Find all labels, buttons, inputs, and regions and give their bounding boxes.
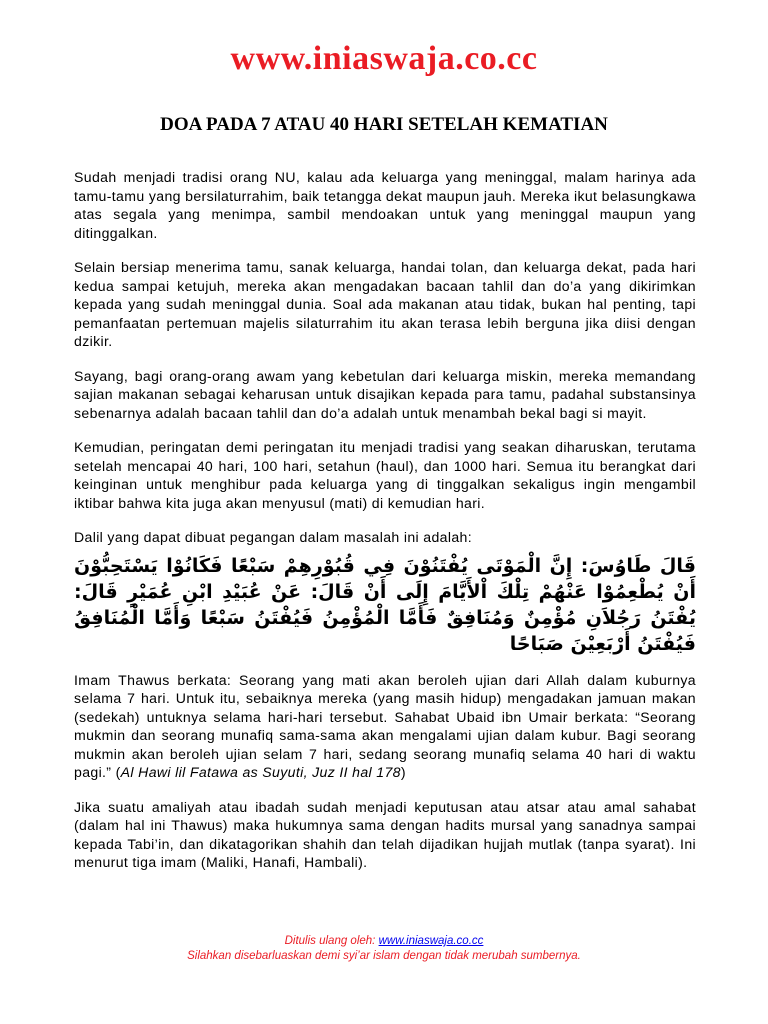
footer	[0, 934, 768, 964]
paragraph-4: Kemudian, peringatan demi peringatan itu menjadi tradisi yang seakan diharuskan, terutama setelah mencapai 40 hari, 100 hari, setahun (haul), dan 1000 hari. Semua itu berangkat dari keinginan untuk menghibur pada keluarga yang di tinggalkan sekaligus ingin mengambil iktibar bahwa kita juga akan menyusul (mati) di kemudian hari.	[74, 439, 696, 511]
footer-link[interactable]: www.iniaswaja.co.cc	[378, 935, 484, 947]
site-url-title: www.iniaswaja.co.cc	[230, 40, 538, 77]
arabic-quote: قَالَ طَاوُسَ: إِنَّ الْمَوْتَى يُفْتَنُوْنَ فِي قُبُوْرِهِمْ سَبْعًا فَكَانُوْا يَسْتَحِبُّوْنَ أَنْ يُطْعِمُوْا عَنْهُمْ تِلْكَ اْلأَيَّامَ إِلَى أَنْ قَالَ: عَنْ عُبَيْدِ ابْنِ عُمَيْرٍ قَالَ: يُفْتَنُ رَجُلاَنِ مُؤْمِنٌ وَمُنَافِقٌ فَأَمَّا الْمُؤْمِنُ فَيُفْتَنُ سَبْعًا وَأَمَّا الْمُنَافِقُ فَيُفْتَنُ أَرْبَعِيْنَ صَبَاحًا	[74, 554, 696, 655]
footer-credit	[0, 934, 768, 949]
translation-closing: )	[400, 764, 406, 780]
article-body	[74, 168, 696, 888]
footer-written-by: Ditulis ulang oleh:	[284, 935, 379, 947]
document-title: DOA PADA 7 ATAU 40 HARI SETELAH KEMATIAN	[160, 114, 608, 135]
paragraph-3: Sayang, bagi orang-orang awam yang kebetulan dari keluarga miskin, mereka memandang sajian makanan sebagai keharusan untuk disajikan kepada para tamu, padahal substansinya sebenarnya adalah bacaan tahlil dan do’a adalah untuk menambah bekal bagi si mayit.	[74, 367, 696, 421]
translation-paragraph	[74, 671, 696, 782]
closing-paragraph: Jika suatu amaliyah atau ibadah sudah menjadi keputusan atau atsar atau amal sahabat (dalam hal ini Thawus) maka hukumnya sama dengan hadits mursal yang sanadnya sampai kepada Tabi’in, dan dikatagorikan shahih dan telah dijadikan hujjah mutlak (tanpa syarat). Ini menurut tiga imam (Maliki, Hanafi, Hambali).	[74, 798, 696, 870]
translation-text: Imam Thawus berkata: Seorang yang mati akan beroleh ujian dari Allah dalam kuburnya selama 7 hari. Untuk itu, sebaiknya mereka (yang masih hidup) mengadakan jamuan makan (sedekah) untuknya selama hari-hari tersebut. Sahabat Ubaid ibn Umair berkata: “Seorang mukmin dan seorang munafiq sama-sama akan mengalami ujian dalam kubur. Bagi seorang mukmin akan beroleh ujian selam 7 hari, sedang seorang munafiq selama 40 hari di waktu pagi.” (	[74, 671, 696, 780]
citation: Al Hawi lil Fatawa as Suyuti, Juz II hal 178	[120, 764, 401, 780]
footer-notice: Silahkan disebarluaskan demi syi’ar islam dengan tidak merubah sumbernya.	[187, 950, 581, 962]
paragraph-dalil-intro: Dalil yang dapat dibuat pegangan dalam masalah ini adalah:	[74, 529, 472, 545]
paragraph-1: Sudah menjadi tradisi orang NU, kalau ada keluarga yang meninggal, malam harinya ada tamu-tamu yang bersilaturrahim, baik tetangga dekat maupun jauh. Mereka ikut belasungkawa atas segala yang menimpa, sambil mendoakan untuk yang meninggal maupun yang ditinggalkan.	[74, 169, 696, 241]
paragraph-2: Selain bersiap menerima tamu, sanak keluarga, handai tolan, dan keluarga dekat, pada hari kedua sampai ketujuh, mereka akan mengadakan bacaan tahlil dan do’a yang dikirimkan kepada yang sudah meninggal dunia. Soal ada makanan atau tidak, bukan hal penting, tapi pemanfaatan pertemuan majelis silaturrahim itu akan terasa lebih berguna jika diisi dengan dzikir.	[74, 259, 696, 349]
